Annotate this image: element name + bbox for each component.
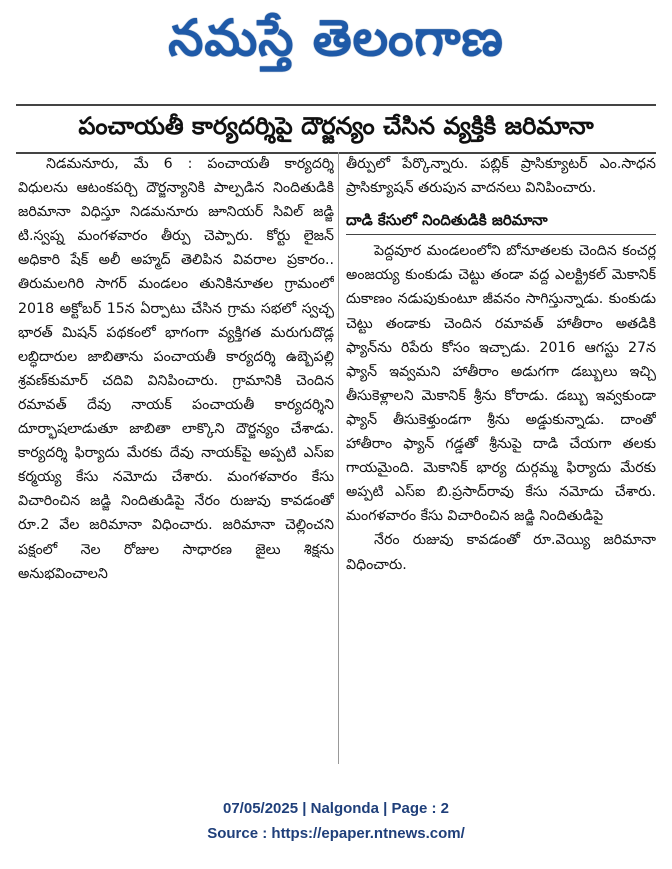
footer-date-edition: 07/05/2025 | Nalgonda | Page : 2 — [223, 800, 449, 817]
masthead-title: నమస్తే తెలంగాణ — [168, 8, 504, 67]
article-left-column — [18, 152, 334, 764]
sub-headline: దాడి కేసులో నిందితుడికి జరిమానా — [346, 208, 656, 235]
column-divider — [338, 152, 339, 764]
left-paragraph: నిడమనూరు, మే 6 : పంచాయతీ కార్యదర్శి విధులను ఆటంకపర్చి దౌర్జన్యానికి పాల్పడిన నిందితుడికి జరిమానా విధిస్తూ నిడమనూరు జూనియర్ సివిల్ జడ్జి టి.స్వప్న మంగళవారం తీర్పు చెప్పారు. కోర్టు లైజన్ అధికారి షేక్ అలీ అహ్మద్ తెలిపిన వివరాల ప్రకారం.. తిరుమలగిరి సాగర్ మండలం తునికినూతల గ్రామంలో 2018 అక్టోబర్ 15న ఏర్పాటు చేసిన గ్రామ సభలో స్వచ్ఛ భారత్ మిషన్ పథకంలో భాగంగా వ్యక్తిగత మరుగుదొడ్ల లబ్ధిదారుల జాబితాను పంచాయతీ కార్యదర్శి ఉబ్బెపల్లి శ్రవణ్‌కుమార్ చదివి వినిపించారు. గ్రామానికి చెందిన రమావత్ దేవు నాయక్ పంచాయతీ కార్యదర్శిని దూర్భాషలాడుతూ జాబితా లాక్కొని దౌర్జన్యం చేశాడు. కార్యదర్శి ఫిర్యాదు మేరకు దేవు నాయక్‌పై అప్పటి ఎస్ఐ కర్మయ్య కేసు నమోదు చేశారు. మంగళవారం కేసు విచారించిన జడ్జి నిందితుడిపై నేరం రుజువు కావడంతో రూ.2 వేల జరిమానా విధించారు. జరిమానా చెల్లించని పక్షంలో నెల రోజుల సాధారణ జైలు శిక్షను అనుభవించాలని — [18, 156, 334, 582]
right-body-paragraph: పెద్దవూర మండలంలోని బోనూతలకు చెందిన కంచర్ల అంజయ్య కుంకుడు చెట్టు తండా వద్ద ఎలక్ట్రికల్ మెకానిక్ దుకాణం నడుపుకుంటూ జీవనం సాగిస్తున్నాడు. కుంకుడు చెట్టు తండాకు చెందిన రమావత్ హాతీరాం అతడికి ఫ్యాన్‌ను రిపేరు కోసం ఇచ్చాడు. 2016 ఆగస్టు 27న ఫ్యాన్ ఇవ్వమని హాతీరాం అడుగగా డబ్బులు ఇచ్చి తీసుకెళ్లాలని మెకానిక్ శ్రీను కోరాడు. డబ్బు ఇవ్వకుండా ఫ్యాన్ తీసుకెళ్తుండగా శ్రీను అడ్డుకున్నాడు. దాంతో హాతీరాం ఫ్యాన్ గడ్డతో శ్రీనుపై దాడి చేయగా తలకు గాయమైంది. మెకానిక్ భార్య దుర్గమ్మ ఫిర్యాదు మేరకు అప్పటి ఎస్ఐ బి.ప్రసాద్‌రావు కేసు నమోదు చేశారు. మంగళవారం కేసు విచారించిన జడ్జి నిందితుడిపై — [346, 243, 656, 525]
right-closing-paragraph: నేరం రుజువు కావడంతో రూ.వెయ్యి జరిమానా విధించారు. — [346, 532, 656, 573]
article-headline-box — [16, 104, 656, 154]
newspaper-masthead — [0, 8, 672, 80]
article-right-column — [346, 152, 656, 764]
footer-source: Source : https://epaper.ntnews.com/ — [207, 825, 465, 842]
article-headline: పంచాయతీ కార్యదర్శిపై దౌర్జన్యం చేసిన వ్యక్తికి జరిమానా — [78, 112, 594, 140]
right-lead-paragraph: తీర్పులో పేర్కొన్నారు. పబ్లిక్ ప్రాసిక్యూటర్ ఎం.సాధన ప్రాసిక్యూషన్ తరుపున వాదనలు వినిపించారు. — [346, 156, 656, 197]
